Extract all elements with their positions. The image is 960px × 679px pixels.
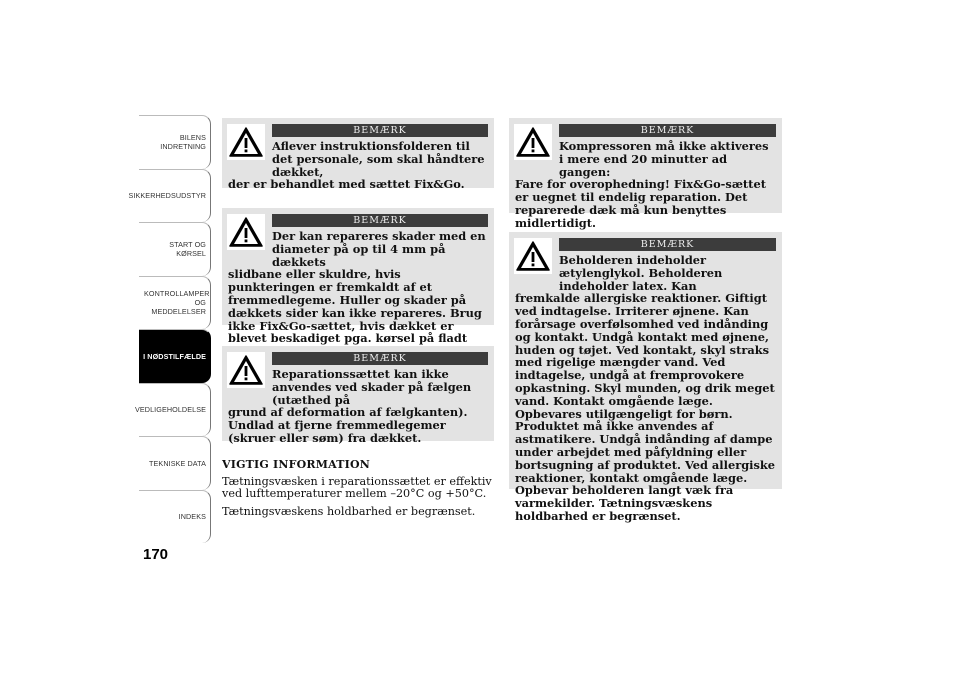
warning-text — [228, 368, 488, 445]
warning-title: BEMÆRK — [272, 352, 488, 365]
warning-box — [222, 118, 494, 192]
tab-kontrollamper[interactable] — [139, 276, 211, 330]
warning-triangle-icon — [227, 124, 265, 160]
info-paragraph: Tætningsvæsken i reparationssættet er effektiv ved lufttemperaturer mellem –20°C og +50°C. — [222, 474, 492, 501]
warning-triangle-icon — [514, 124, 552, 160]
warning-text — [228, 140, 488, 191]
warning-text-first: Der kan repareres skader med en diameter på op til 4 mm på dækkets — [272, 229, 486, 269]
tab-label: TEKNISKE DATA — [149, 458, 206, 468]
tab-label: START OG KØRSEL — [169, 240, 206, 259]
tab-label: KONTROLLAMPER OG MEDDELELSER — [144, 289, 210, 317]
warning-text-rest: slidbane eller skuldre, hvis punkteringen er fremkaldt af et fremmedlegeme. Huller og skader på dækkets sider kan ikke repareres. Brug ikke Fix&Go-sættet, hvis dækket er blevet beskadiget pga. kørsel på fladt — [228, 267, 482, 346]
warning-text-rest: fremkalde allergiske reaktioner. Giftigt ved indtagelse. Irriterer øjnene. Kan forårsage overfølsomhed ved indånding og kontakt. Undgå kontakt med øjnene, huden og tøjet. Ved kontakt, skyl straks med rigelige mængder vand. Ved indtagelse, undgå at fremprovokere opkastning. Skyl munden, og drik meget vand. Kontakt omgående læge. Opbevares utilgængeligt for børn. Produktet må ikke anvendes af astmatikere. Undgå indånding af dampe under arbejdet med påfyldning eller bortsugning af produktet. Ved allergiske reaktioner, kontakt omgående læge. Opbevar beholderen langt væk fra varmekilder. Tætningsvæskens holdbarhed er begrænset. — [515, 291, 776, 523]
warning-text — [515, 254, 776, 523]
tab-bilens-indretning[interactable] — [139, 115, 211, 169]
warning-title: BEMÆRK — [559, 124, 776, 137]
warning-title: BEMÆRK — [559, 238, 776, 251]
tab-start-og-korsel[interactable] — [139, 222, 211, 276]
page-number: 170 — [143, 546, 169, 563]
tab-label: BILENS INDRETNING — [160, 133, 206, 152]
info-heading: VIGTIG INFORMATION — [222, 458, 371, 471]
warning-text-rest: Fare for overophedning! Fix&Go-sættet er uegnet til endelig reparation. Det reparerede dæk må kun benyttes midlertidigt. — [515, 177, 766, 230]
warning-text-first: Aflever instruktionsfolderen til det personale, som skal håndtere dækket, — [272, 139, 485, 179]
info-paragraph: Tætningsvæskens holdbarhed er begrænset. — [222, 504, 476, 518]
warning-box — [509, 118, 782, 230]
warning-triangle-icon — [514, 238, 552, 274]
warning-text-first: Reparationssættet kan ikke anvendes ved skader på fælgen (utæthed på — [272, 367, 472, 407]
warning-triangle-icon — [227, 214, 265, 250]
warning-box — [222, 346, 494, 445]
tab-i-nodstilfaelde[interactable] — [139, 329, 211, 383]
warning-text — [228, 230, 488, 358]
tab-label: SIKKERHEDSUDSTYR — [128, 191, 206, 201]
tab-sikkerhedsudstyr[interactable] — [128, 169, 211, 223]
warning-text — [515, 140, 776, 230]
tab-vedligeholdelse[interactable] — [134, 383, 211, 437]
tab-label: I NØDSTILFÆLDE — [143, 351, 206, 361]
warning-box — [509, 232, 782, 523]
chapter-tabs — [128, 115, 211, 543]
tab-tekniske-data[interactable] — [139, 436, 211, 490]
warning-text-rest: grund af deformation af fælgkanten). Undlad at fjerne fremmedlegemer (skruer eller søm) fra dækket. — [228, 405, 468, 445]
warning-text-rest: der er behandlet med sættet Fix&Go. — [228, 177, 465, 192]
tab-label: VEDLIGEHOLDELSE — [134, 405, 206, 415]
warning-box — [222, 208, 494, 346]
important-information — [222, 459, 502, 523]
warning-title: BEMÆRK — [272, 214, 488, 227]
warning-triangle-icon — [227, 352, 265, 388]
warning-text-first: Kompressoren må ikke aktiveres i mere end 20 minutter ad gangen: — [559, 139, 769, 179]
tab-label: INDEKS — [178, 512, 206, 522]
tab-indeks[interactable] — [139, 490, 211, 544]
warning-title: BEMÆRK — [272, 124, 488, 137]
warning-text-first: Beholderen indeholder ætylenglykol. Beholderen indeholder latex. Kan — [559, 253, 723, 293]
